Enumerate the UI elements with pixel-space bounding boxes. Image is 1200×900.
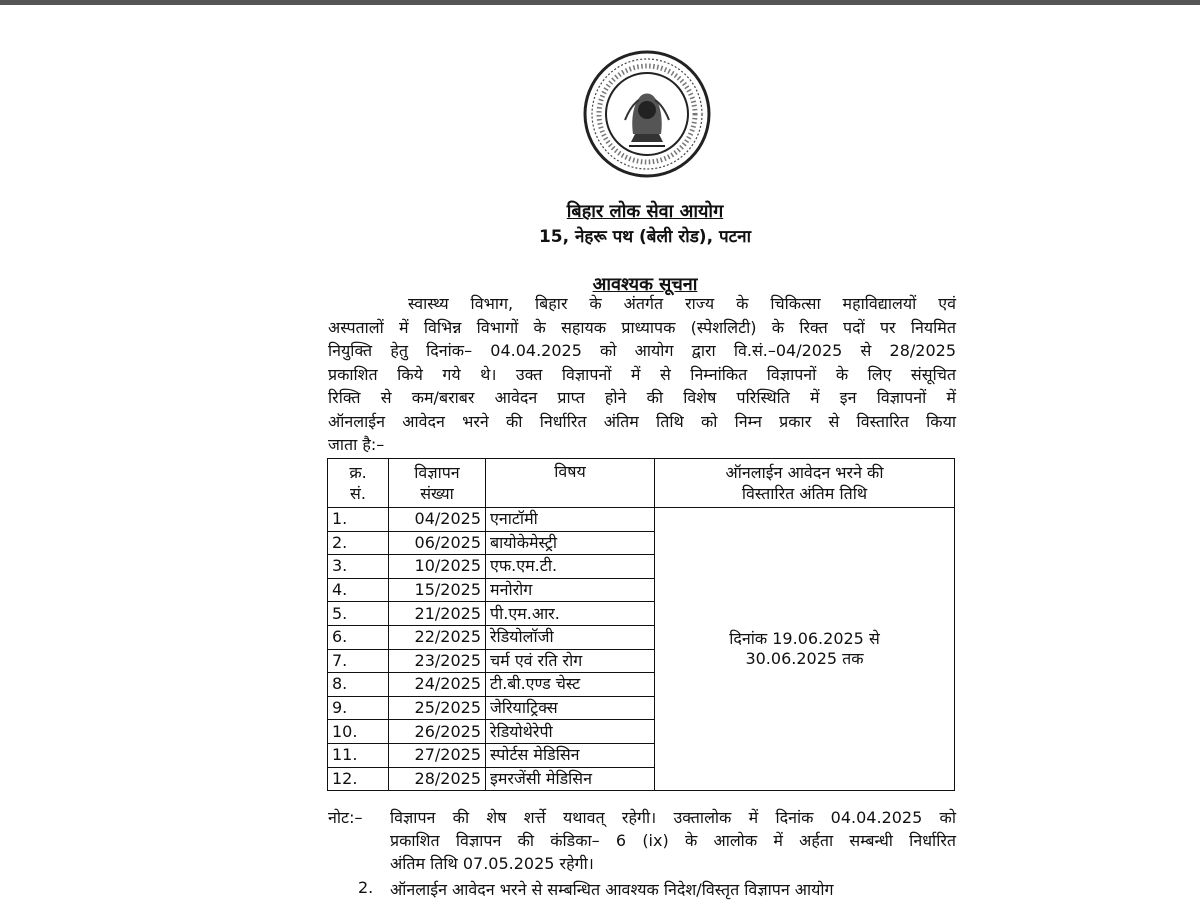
subject-cell: रेडियोथेरेपी <box>486 720 655 744</box>
advertisement-cell: 27/2025 <box>389 743 486 767</box>
serial-cell: 3. <box>328 555 389 579</box>
paragraph-line: स्वास्थ्य विभाग, बिहार के अंतर्गत राज्य के चिकित्सा महाविद्यालयों एवं <box>408 294 956 313</box>
advertisement-cell: 06/2025 <box>389 531 486 555</box>
notice-paragraph <box>328 292 956 457</box>
serial-cell: 5. <box>328 602 389 626</box>
note-item-text: ऑनलाईन आवेदन भरने से सम्बन्धित आवश्यक निदेश/विस्तृत विज्ञापन आयोग <box>390 880 834 899</box>
serial-cell: 2. <box>328 531 389 555</box>
serial-cell: 11. <box>328 743 389 767</box>
commission-address: 15, नेहरू पथ (बेली रोड), पटना <box>538 227 752 247</box>
advertisement-cell: 10/2025 <box>389 555 486 579</box>
subject-cell: एनाटॉमी <box>486 508 655 532</box>
advertisement-cell: 22/2025 <box>389 625 486 649</box>
serial-cell: 12. <box>328 767 389 791</box>
header-advertisement-number: विज्ञापन संख्या <box>389 459 486 508</box>
advertisement-cell: 23/2025 <box>389 649 486 673</box>
subject-cell: स्पोर्टस मेडिसिन <box>486 743 655 767</box>
extended-dates-table <box>327 458 955 791</box>
table-header-row <box>328 459 955 508</box>
window-top-border <box>0 0 1200 5</box>
paragraph-line: ऑनलाईन आवेदन भरने की निर्धारित अंतिम तिथि को निम्न प्रकार से विस्तारित किया <box>328 411 956 431</box>
paragraph-line: अस्पतालों में विभिन्न विभागों के सहायक प्राध्यापक (स्पेशलिटी) के रिक्त पदों पर नियमित <box>328 317 956 337</box>
advertisement-cell: 25/2025 <box>389 696 486 720</box>
table-row <box>328 508 955 532</box>
note-label: नोट:– <box>328 808 363 827</box>
subject-cell: रेडियोलॉजी <box>486 625 655 649</box>
advertisement-cell: 15/2025 <box>389 578 486 602</box>
note-text <box>390 806 956 875</box>
note-item-number: 2. <box>358 878 374 897</box>
subject-cell: एफ.एम.टी. <box>486 555 655 579</box>
notice-title: आवश्यक सूचना <box>592 274 698 295</box>
advertisement-cell: 24/2025 <box>389 673 486 697</box>
header-extended-last-date: ऑनलाईन आवेदन भरने की विस्तारित अंतिम तिथि <box>655 459 955 508</box>
header-serial: क्र. सं. <box>328 459 389 508</box>
paragraph-line: नियुक्ति हेतु दिनांक– 04.04.2025 को आयोग द्वारा वि.सं.–04/2025 से 28/2025 <box>328 341 956 360</box>
note-line: प्रकाशित विज्ञापन की कंडिका– 6 (ix) के आलोक में अर्हता सम्बन्धी निर्धारित <box>390 831 956 850</box>
advertisement-cell: 28/2025 <box>389 767 486 791</box>
serial-cell: 4. <box>328 578 389 602</box>
note-line: अंतिम तिथि 07.05.2025 रहेगी। <box>390 854 594 873</box>
subject-cell: जेरियाट्रिक्स <box>486 696 655 720</box>
subject-cell: पी.एम.आर. <box>486 602 655 626</box>
serial-cell: 6. <box>328 625 389 649</box>
subject-cell: बायोकेमेस्ट्री <box>486 531 655 555</box>
note-line: विज्ञापन की शेष शर्त्ते यथावत् रहेगी। उक्तालोक में दिनांक 04.04.2025 को <box>390 808 956 827</box>
commission-seal-emblem <box>583 50 711 178</box>
extended-date-cell: दिनांक 19.06.2025 से 30.06.2025 तक <box>655 508 955 791</box>
serial-cell: 8. <box>328 673 389 697</box>
subject-cell: मनोरोग <box>486 578 655 602</box>
subject-cell: टी.बी.एण्ड चेस्ट <box>486 673 655 697</box>
advertisement-cell: 21/2025 <box>389 602 486 626</box>
paragraph-line: प्रकाशित किये गये थे। उक्त विज्ञापनों में से निम्नांकित विज्ञापनों के लिए संसूचित <box>328 364 956 384</box>
serial-cell: 1. <box>328 508 389 532</box>
paragraph-line: जाता है:– <box>328 435 385 454</box>
advertisement-cell: 04/2025 <box>389 508 486 532</box>
serial-cell: 9. <box>328 696 389 720</box>
advertisement-cell: 26/2025 <box>389 720 486 744</box>
serial-cell: 7. <box>328 649 389 673</box>
commission-name: बिहार लोक सेवा आयोग <box>566 201 724 222</box>
paragraph-line: रिक्ति से कम/बराबर आवेदन प्राप्त होने की विशेष परिस्थिति में इन विज्ञापनों में <box>328 388 956 407</box>
subject-cell: इमरजेंसी मेडिसिन <box>486 767 655 791</box>
header-subject: विषय <box>486 459 655 508</box>
subject-cell: चर्म एवं रति रोग <box>486 649 655 673</box>
serial-cell: 10. <box>328 720 389 744</box>
